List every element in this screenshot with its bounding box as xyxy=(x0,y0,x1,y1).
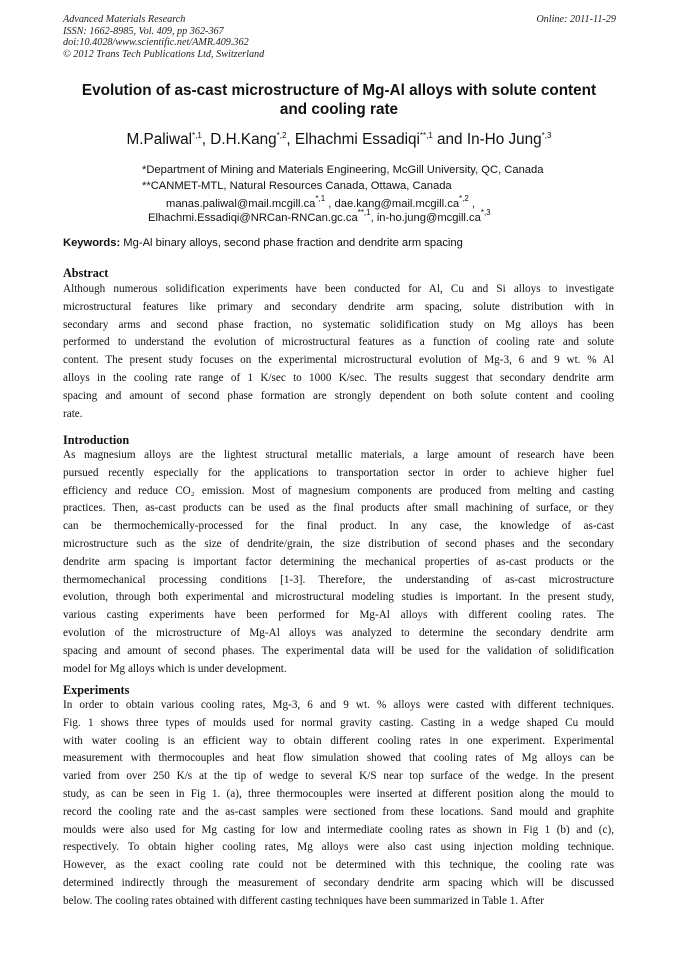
author-sup: *,2 xyxy=(276,131,287,140)
text-line: As magnesium alloys are the lightest structural metallic materials, a large amount of research have been xyxy=(63,449,614,461)
text-line: performed to understand the evolution of microstructural features as a function of cooling rate and solute xyxy=(63,336,614,349)
text-line: evolution of the microstructure of Mg-Al alloys was analyzed to determine the secondary dendrite arm xyxy=(63,626,614,639)
email-address[interactable]: , in-ho.jung@mcgill.ca xyxy=(370,212,481,224)
text-line: microstructural features like primary and secondary dendrite arm spacing, solute distribution with in xyxy=(63,300,614,313)
email-sup: *,2 xyxy=(459,194,469,203)
text-line: record the cooling rate and the as-cast samples were sectioned from these locations. Sand mould and graphite xyxy=(63,805,614,818)
text-line: However, as the exact cooling rate could not be determined with this technique, the cooling rate was xyxy=(63,859,614,872)
email-sup: **,1 xyxy=(357,208,371,217)
text-line: varied from over 250 K/s at the tip of wedge to several K/S near top surface of the wedge. In the present xyxy=(63,770,614,783)
affiliation-2: **CANMET-MTL, Natural Resources Canada, Ottawa, Canada xyxy=(142,180,452,192)
author-name: M.Paliwal xyxy=(126,131,192,148)
text-line: moulds were also used for Mg casting for low and intermediate cooling rates as shown in Fig 1 (b) and (c), xyxy=(63,823,614,836)
keywords-label: Keywords: xyxy=(63,237,121,249)
text-line: Although numerous solidification experiments have been conducted for Al, Cu and Si alloys to investigate xyxy=(63,283,614,295)
abstract-body xyxy=(63,281,614,423)
text-line: model for Mg alloys which is under development. xyxy=(63,662,287,675)
text-line: can be thermochemically-processed for the final product. In any case, the knowledge of as-cast xyxy=(63,520,614,533)
email-sep: , xyxy=(468,198,476,210)
keywords xyxy=(63,237,463,249)
text-line: dendrite arm spacing is important factor determining the mechanical properties of as-cast products or the xyxy=(63,555,614,568)
text-line: pursued recently especially for the applications to transportation sector in order to achieve higher fuel xyxy=(63,466,614,479)
affiliation-1: *Department of Mining and Materials Engineering, McGill University, QC, Canada xyxy=(142,164,544,176)
text-line: study, as can be seen in Fig 1. (a), three thermocouples were inserted at different position along the mould to xyxy=(63,787,614,800)
email-address[interactable]: , dae.kang@mail.mcgill.ca xyxy=(325,198,460,210)
abstract-heading: Abstract xyxy=(63,266,109,280)
introduction-heading: Introduction xyxy=(63,433,130,447)
author-sup: *,1 xyxy=(191,131,202,140)
text-line: content. The present study focuses on the experimental microstructural evolution of Mg-3, 6 and 9 wt. % Al xyxy=(63,354,614,367)
text-line: rate. xyxy=(63,407,83,420)
keywords-text: Mg-Al binary alloys, second phase fraction and dendrite arm spacing xyxy=(120,237,463,249)
text-line: efficiency and reduce CO₂ emission. Most of magnesium components are produced from melting and casting xyxy=(63,484,614,497)
title-line-2: and cooling rate xyxy=(279,101,399,118)
experiments-body xyxy=(63,697,614,911)
author-sup: **,1 xyxy=(419,131,433,140)
text-line: various casting experiments have been performed for Mg-Al alloys with different cooling rates. The xyxy=(63,609,614,622)
author-name: , Elhachmi Essadiqi xyxy=(286,131,420,148)
text-line: alloys in the cooling rate range of 1 K/sec to 1000 K/sec. The results suggest that secondary dendrite arm xyxy=(63,371,614,384)
online-date: Online: 2011-11-29 xyxy=(536,14,616,25)
journal-header xyxy=(63,14,264,60)
text-line: practices. Then, as-cast products can be used as the final products after small machining of surface, or they xyxy=(63,502,614,515)
introduction-body xyxy=(63,447,614,678)
author-name: , D.H.Kang xyxy=(201,131,277,148)
text-line: Fig. 1 shows three types of moulds used for normal gravity casting. Casting in a wedge shaped Cu mould xyxy=(63,716,614,729)
email-sup: *,1 xyxy=(315,194,326,203)
text-line: with water cooling is an efficient way to obtain different cooling rates in one experiment. Experimental xyxy=(63,734,614,747)
paper-title xyxy=(60,81,618,119)
text-line: thermomechanical processing conditions [1-3]. Therefore, the understanding of as-cast microstructure xyxy=(63,573,614,586)
text-line: spacing and amount of second phases. The experimental data will be used for the validation of solidification xyxy=(63,644,614,657)
email-sup: *,3 xyxy=(480,208,491,217)
author-sup: *,3 xyxy=(541,131,552,140)
title-line-1: Evolution of as-cast microstructure of Mg-Al alloys with solute content xyxy=(81,82,597,99)
email-address[interactable]: Elhachmi.Essadiqi@NRCan-RNCan.gc.ca xyxy=(148,212,358,224)
text-line: spacing and amount of second phase formation are strongly dependent on both solute content and cooling xyxy=(63,389,614,402)
text-line: microstructure such as the size of dendrite/grain, the size distribution of second phases and the secondary xyxy=(63,537,614,550)
text-line: evolution, through both experimental and microstructural modeling studies is important. In the present study, xyxy=(63,591,614,604)
text-line: respectively. To obtain higher cooling rates, Mg alloys were also cast using injection molding technique. xyxy=(63,841,614,854)
journal-name: Advanced Materials Research xyxy=(63,14,186,25)
text-line: measurement with thermocouples and heat flow simulation showed that cooling rates of Mg alloys can be xyxy=(63,752,614,765)
text-line: determined indirectly through the measurement of secondary dendrite arm spacing which will be discussed xyxy=(63,876,614,889)
email-address[interactable]: manas.paliwal@mail.mcgill.ca xyxy=(166,198,316,210)
issn-line: ISSN: 1662-8985, Vol. 409, pp 362-367 xyxy=(63,25,224,37)
doi-line[interactable]: doi:10.4028/www.scientific.net/AMR.409.362 xyxy=(63,37,249,49)
experiments-heading: Experiments xyxy=(63,683,130,697)
text-line: below. The cooling rates obtained with different casting techniques have been summarized in Table 1. After xyxy=(63,894,544,907)
copyright-line: © 2012 Trans Tech Publications Ltd, Switzerland xyxy=(63,48,265,60)
text-line: In order to obtain various cooling rates, Mg-3, 6 and 9 wt. % alloys were casted with different techniques. xyxy=(63,699,614,711)
author-list xyxy=(60,131,618,149)
email-line-2 xyxy=(148,208,491,224)
author-name: and In-Ho Jung xyxy=(432,131,542,148)
text-line: secondary arms and second phase fraction, no systematic solidification study on Mg alloys has been xyxy=(63,318,614,331)
